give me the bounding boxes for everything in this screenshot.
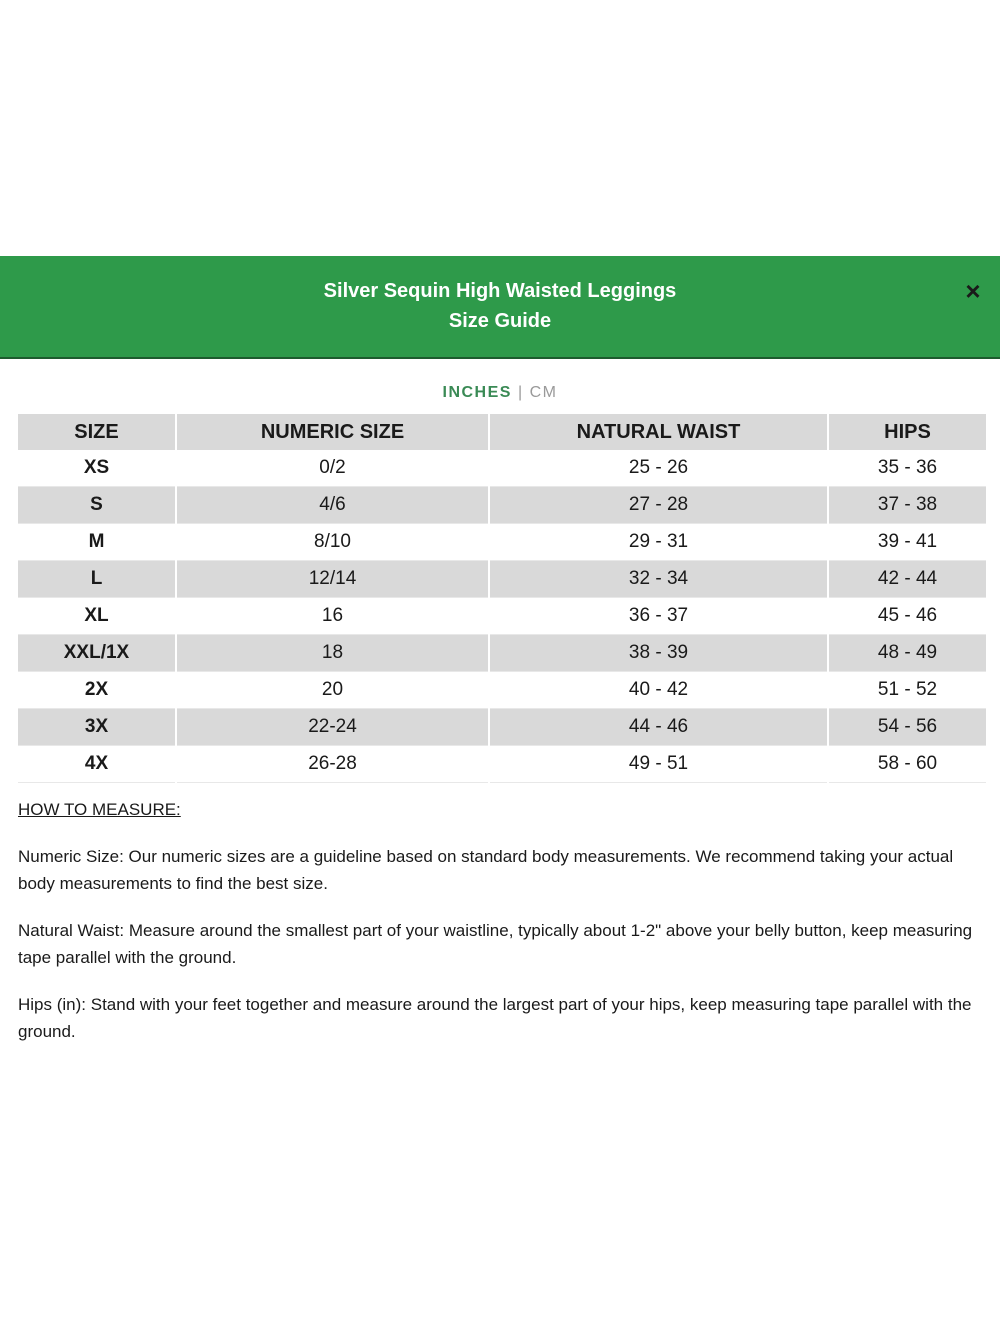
size-guide-modal [0,256,1000,1041]
size-cell: M [18,524,176,561]
hips-cell: 51 - 52 [877,679,938,700]
column-header: SIZE [18,414,176,450]
size-cell: L [18,561,176,598]
hips-cell: 54 - 56 [877,716,938,737]
modal-header [0,256,1000,359]
hips-cell: 42 - 44 [877,568,938,589]
table-row [18,672,986,709]
hips-cell: 48 - 49 [877,642,938,663]
table-row [18,524,986,561]
hips-cell: 35 - 36 [877,457,938,478]
unit-toggle [0,384,1000,402]
numeric-size-cell: 12/14 [176,561,489,598]
table-row [18,450,986,487]
table-row [18,635,986,672]
size-cell: 2X [18,672,176,709]
natural-waist-cell: 25 - 26 [489,450,828,487]
size-cell: 3X [18,709,176,746]
table-row [18,487,986,524]
size-cell: XL [18,598,176,635]
table-row [18,561,986,598]
table-header-row [18,414,986,450]
numeric-size-cell: 4/6 [176,487,489,524]
size-table [18,414,986,783]
how-to-measure-heading: HOW TO MEASURE: [18,800,181,819]
natural-waist-cell: 32 - 34 [489,561,828,598]
hips-cell: 37 - 38 [877,494,938,515]
natural-waist-cell: 29 - 31 [489,524,828,561]
size-cell: S [18,487,176,524]
close-icon[interactable]: × [965,276,981,306]
natural-waist-cell: 40 - 42 [489,672,828,709]
natural-waist-cell: 44 - 46 [489,709,828,746]
numeric-size-note: Numeric Size: Our numeric sizes are a guideline based on standard body measurements. We recommend taking your actual body measurements to find the best size. [18,847,954,893]
modal-title [0,276,1000,336]
numeric-size-cell: 22-24 [176,709,489,746]
column-header: HIPS [884,420,931,443]
table-row [18,598,986,635]
size-cell: XS [18,450,176,487]
numeric-size-cell: 0/2 [176,450,489,487]
size-cell: 4X [18,746,176,783]
unit-inches-button[interactable]: INCHES [442,384,512,401]
column-header: NATURAL WAIST [489,414,828,450]
table-row [18,746,986,783]
hips-cell: 58 - 60 [877,753,938,774]
natural-waist-cell: 36 - 37 [489,598,828,635]
hips-note: Hips (in): Stand with your feet together and measure around the largest part of your hips, keep measuring tape parallel with the ground. [18,995,972,1041]
natural-waist-cell: 38 - 39 [489,635,828,672]
column-header: NUMERIC SIZE [176,414,489,450]
numeric-size-cell: 16 [176,598,489,635]
unit-cm-button[interactable]: CM [529,384,558,401]
natural-waist-cell: 27 - 28 [489,487,828,524]
natural-waist-note: Natural Waist: Measure around the smallest part of your waistline, typically about 1-2" above your belly button, keep measuring tape parallel with the ground. [18,921,973,967]
numeric-size-cell: 8/10 [176,524,489,561]
hips-cell: 45 - 46 [877,605,938,626]
size-cell: XXL/1X [18,635,176,672]
unit-separator: | [517,384,524,401]
numeric-size-cell: 20 [176,672,489,709]
size-guide-title: Size Guide [448,310,552,332]
natural-waist-cell: 49 - 51 [489,746,828,783]
numeric-size-cell: 18 [176,635,489,672]
numeric-size-cell: 26-28 [176,746,489,783]
table-row [18,709,986,746]
product-title: Silver Sequin High Waisted Leggings [323,280,677,302]
how-to-measure-section [18,796,973,1065]
hips-cell: 39 - 41 [877,531,938,552]
